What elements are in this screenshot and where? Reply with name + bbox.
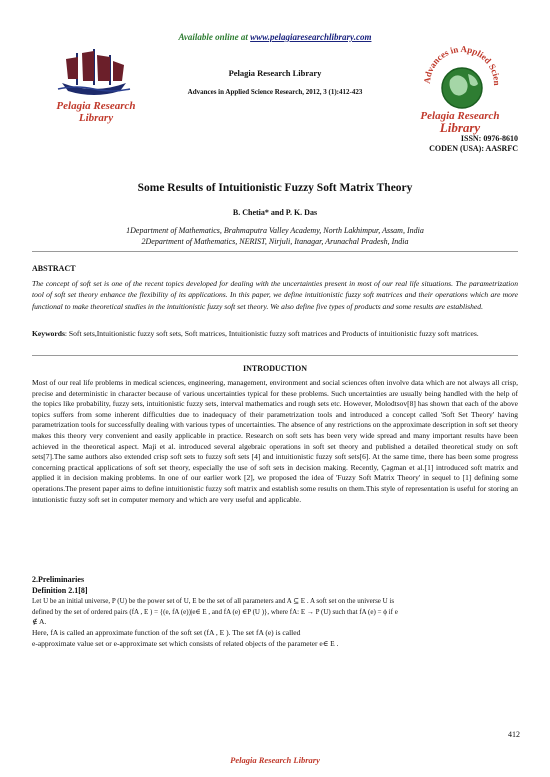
- introduction-text: Most of our real life problems in medical sciences, engineering, management, environment and social sciences often involve data which are not always all crisp, precise and deterministic in character because of various uncertainties typical for these problems. Such uncertainties are usually being handled with the help of the topics like probability, fuzzy sets, intuitionistic fuzzy sets, interval mathematics and rough sets etc. However, Molodtsov[8] has shown that each of the above topics suffers from some inherent difficulties due to inadequacy of their parametrization tools and introduced a concept called 'Soft Set Theory' having parametrization tools for successfully dealing with various types of uncertainties. The absence of any restrictions on the approximate description in soft set theory makes this theory very convenient and easily applicable in practice. Research on soft sets has been very wide spread and many important results have been achieved in the theoretical aspect. Maji et al. introduced several algebraic operations in soft set theory and published a detailed theoretical study on soft sets[7].The same authors also extended crisp soft sets to fuzzy soft sets [4] and intuitionistic fuzzy soft sets[6]. At the same time, there has been some progress concerning practical applications of soft set theory, especially the use of soft sets in decision making. Recently, Çagman et al.[1] introduced soft matrix and applied it in decision making problems. In one of our earlier work [2], we proposed the idea of 'Fuzzy Soft Matrix Theory' in sequel to [1] defining some operations.The present paper aims to define intuitionistic fuzzy soft matrix and establish some results on them.This style of representation is useful for storing an intutionistic fuzzy soft set in computer memory and which are very useful and applicable.: [32, 378, 518, 504]
- right-brand: [410, 110, 510, 134]
- divider: [32, 355, 518, 356]
- globe-logo: [420, 40, 504, 112]
- coden: CODEN (USA): AASRFC: [429, 144, 518, 153]
- keywords-list: : Soft sets,Intuitionistic fuzzy soft sets, Soft matrices, Intuitionistic fuzzy soft matrices and Products of intuitionistic fuzzy soft matrices.: [64, 329, 479, 338]
- keywords: [32, 328, 518, 339]
- definition-line: defined by the set of ordered pairs (fA , E ) = {(e, fA (e))|e∈ E , and fA (e) ∈P (U )}, where fA: E → P (U) such that fA (e) = ϕ if e: [32, 607, 398, 616]
- introduction-heading: INTRODUCTION: [242, 364, 307, 373]
- ship-logo: [56, 45, 132, 101]
- library-name: Pelagia Research Library: [228, 68, 322, 78]
- keywords-label: Keywords: [32, 329, 65, 338]
- authors: B. Chetia* and P. K. Das: [232, 208, 318, 217]
- page-number: 412: [508, 730, 520, 739]
- left-brand: [46, 100, 146, 124]
- preliminaries-heading: 2.Preliminaries: [32, 575, 85, 584]
- article-title: Some Results of Intuitionistic Fuzzy Soft Matrix Theory: [137, 182, 413, 194]
- definition-line: Here, fA is called an approximate function of the soft set (fA , E ). The set fA (e) is called: [32, 627, 301, 637]
- library-website-link[interactable]: www.pelagiaresearchlibrary.com: [250, 32, 372, 42]
- preliminaries-section: [32, 575, 518, 649]
- left-brand-line2: Library: [78, 112, 114, 124]
- affiliation-1: 1Department of Mathematics, Brahmaputra Valley Academy, North Lakhimpur, Assam, India: [126, 226, 424, 235]
- right-brand-line2: Library: [439, 120, 481, 135]
- left-brand-line1: Pelagia Research: [56, 100, 136, 112]
- journal-citation: Advances in Applied Science Research, 2012, 3 (1):412-423: [187, 88, 363, 96]
- logo-arc-text: Advances in Applied Scien: [421, 43, 503, 86]
- issn: ISSN: 0976-8610: [460, 134, 518, 143]
- right-brand-line1: Pelagia Research: [420, 110, 500, 122]
- affiliation-2: 2Department of Mathematics, NERIST, Nirjuli, Itanagar, Arunachal Pradesh, India: [141, 237, 409, 246]
- abstract-heading: ABSTRACT: [32, 264, 76, 273]
- definition-heading: Definition 2.1[8]: [32, 585, 88, 595]
- divider: [32, 251, 518, 252]
- definition-line: e-approximate value set or e-approximate set which consists of related objects of the parameter e∈ E .: [32, 638, 339, 648]
- availability-prefix: Available online at: [178, 32, 248, 42]
- definition-line: Let U be an initial universe, P (U) be the power set of U, E be the set of all parameters and A ⊆ E . A soft set on the universe U is: [32, 597, 395, 606]
- footer-library: Pelagia Research Library: [230, 755, 320, 765]
- abstract-text: The concept of soft set is one of the recent topics developed for dealing with the uncertainties present in most of our real life situations. The parametrization tool of soft set theory enhance the flexibility of its applications. In this paper, we define intuitionistic fuzzy soft matrices and their operations which are more functional to make theoretical studies in the intuitionistic fuzzy soft set theory. We also define five types of products and some results are established.: [32, 279, 518, 311]
- definition-line: ∉ A.: [32, 617, 47, 627]
